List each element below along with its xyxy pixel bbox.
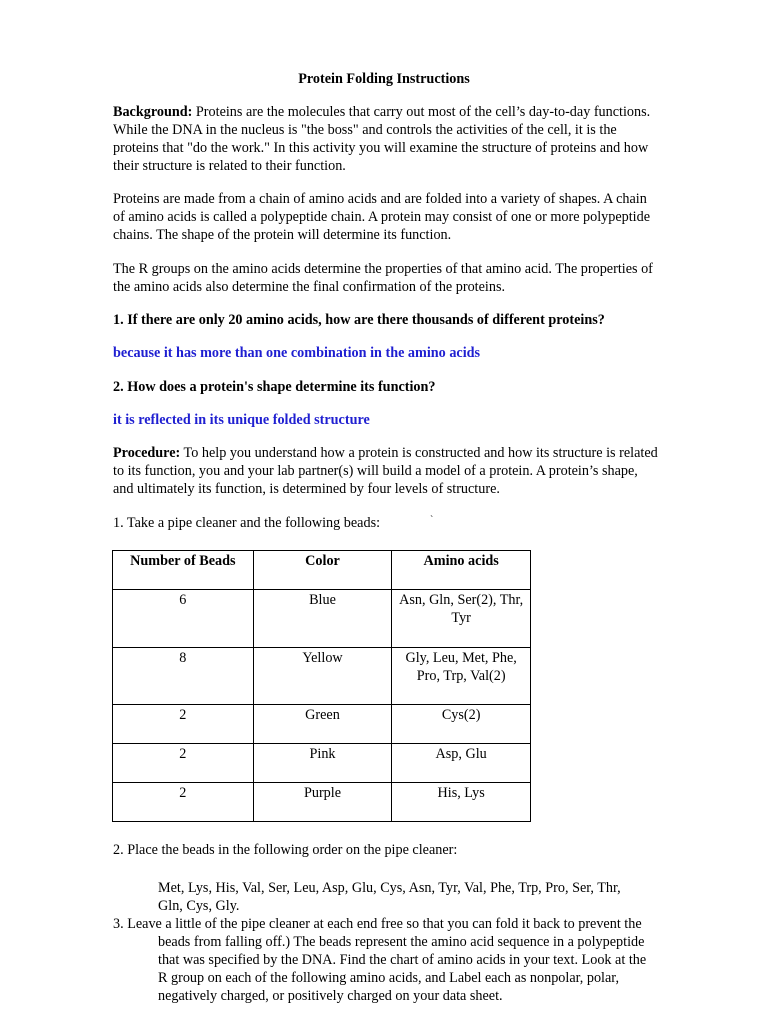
proteins-paragraph: Proteins are made from a chain of amino acids and are folded into a variety of shapes. A chain of amino acids is called a polypeptide chain. A protein may consist of one or more polypeptide chains. The shape of the protein will determine its function. (113, 191, 651, 243)
table-cell: Pink (253, 744, 392, 783)
procedure-paragraph (113, 444, 658, 498)
table-header-cell: Color (253, 551, 392, 590)
table-cell: 8 (113, 648, 254, 705)
table-header-cell: Number of Beads (113, 551, 254, 590)
answer-1: because it has more than one combination in the amino acids (113, 345, 481, 361)
table-header-row (113, 551, 531, 590)
table-row (113, 705, 531, 744)
beads-table (112, 550, 531, 822)
table-row (113, 744, 531, 783)
procedure-label: Procedure: (113, 445, 181, 461)
step-3: 3. Leave a little of the pipe cleaner at each end free so that you can fold it back to prevent the beads from falling off.) The beads represent the amino acid sequence in a polypeptide that was specified by the DNA. Find the chart of amino acids in your text. Look at the R group on each of the following amino acids, and Label each as nonpolar, polar, negatively charged, or positively charged on your data sheet. (113, 916, 647, 1004)
background-text: Proteins are the molecules that carry out most of the cell’s day-to-day functions. While the DNA in the nucleus is "the boss" and controls the activities of the cell, it is the proteins that "do the work." In this activity you will examine the structure of proteins and how their structure is related to their function. (113, 104, 651, 174)
stray-tick-mark: ` (430, 515, 434, 526)
table-cell: Asp, Glu (392, 744, 531, 783)
background-label: Background: (113, 104, 193, 120)
table-cell: Cys(2) (392, 705, 531, 744)
table-header-cell: Amino acids (392, 551, 531, 590)
background-paragraph (113, 103, 653, 175)
table-cell: Asn, Gln, Ser(2), Thr, Tyr (392, 590, 531, 648)
table-cell: Purple (253, 783, 392, 822)
table-cell: Green (253, 705, 392, 744)
table-cell: 2 (113, 705, 254, 744)
table-cell: Yellow (253, 648, 392, 705)
table-cell: 6 (113, 590, 254, 648)
r-groups-paragraph: The R groups on the amino acids determine the properties of that amino acid. The properties of the amino acids also determine the final confirmation of the proteins. (113, 261, 653, 295)
table-row (113, 590, 531, 648)
procedure-text: To help you understand how a protein is constructed and how its structure is related to its function, you and your lab partner(s) will build a model of a protein. A protein’s shape, and ultimately its function, is determined by four levels of structure. (113, 445, 658, 497)
table-row (113, 648, 531, 705)
table-cell: 2 (113, 783, 254, 822)
question-1: 1. If there are only 20 amino acids, how are there thousands of different proteins? (113, 312, 605, 328)
step-2: 2. Place the beads in the following order on the pipe cleaner: (113, 842, 458, 858)
table-cell: Blue (253, 590, 392, 648)
table-row (113, 783, 531, 822)
table-cell: His, Lys (392, 783, 531, 822)
table-cell: 2 (113, 744, 254, 783)
table-cell: Gly, Leu, Met, Phe, Pro, Trp, Val(2) (392, 648, 531, 705)
bead-sequence: Met, Lys, His, Val, Ser, Leu, Asp, Glu, Cys, Asn, Tyr, Val, Phe, Trp, Pro, Ser, Thr, Gln, Cys, Gly. (158, 880, 621, 914)
answer-2: it is reflected in its unique folded structure (113, 412, 370, 428)
step-1: 1. Take a pipe cleaner and the following beads: (113, 515, 381, 531)
question-2: 2. How does a protein's shape determine its function? (113, 379, 436, 395)
page-title: Protein Folding Instructions (298, 71, 470, 87)
